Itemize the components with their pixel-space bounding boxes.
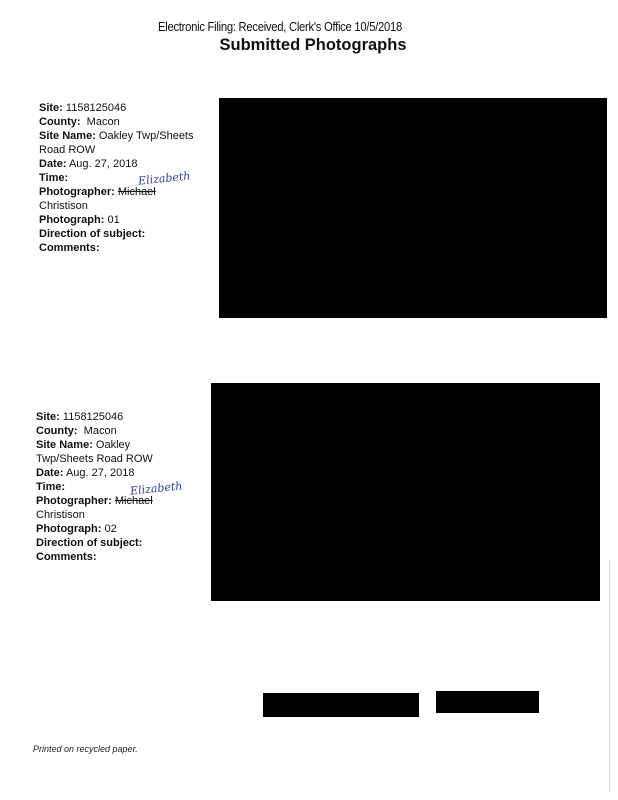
redacted-block-right bbox=[436, 691, 539, 713]
page-title: Submitted Photographs bbox=[219, 36, 407, 54]
time-label: Time: bbox=[36, 481, 66, 493]
direction-label: Direction of subject: bbox=[36, 537, 143, 549]
photographer-label: Photographer: bbox=[36, 495, 112, 507]
time-label: Time: bbox=[39, 172, 69, 184]
site-name-label: Site Name: bbox=[36, 439, 93, 451]
recycled-paper-note: Printed on recycled paper. bbox=[33, 744, 138, 754]
photographer-surname: Christison bbox=[39, 200, 88, 212]
photographer-struck-name: Michael bbox=[114, 495, 153, 507]
redacted-photo-1 bbox=[219, 98, 607, 318]
site-name-value-cont: Twp/Sheets Road ROW bbox=[36, 453, 153, 465]
date-value: Aug. 27, 2018 bbox=[68, 158, 138, 170]
photograph-label: Photograph: bbox=[39, 214, 105, 226]
site-value: 1158125046 bbox=[62, 411, 124, 423]
redacted-photo-2 bbox=[211, 383, 600, 601]
handwritten-correction-1: Elizabeth bbox=[137, 169, 192, 188]
date-label: Date: bbox=[39, 158, 67, 170]
photographer-struck-name: Michael bbox=[117, 186, 156, 198]
date-label: Date: bbox=[36, 467, 64, 479]
page-edge-line bbox=[609, 560, 610, 792]
photographer-label: Photographer: bbox=[39, 186, 115, 198]
site-name-value: Oakley bbox=[95, 439, 131, 451]
date-value: Aug. 27, 2018 bbox=[65, 467, 135, 479]
site-label: Site: bbox=[36, 411, 60, 423]
photograph-label: Photograph: bbox=[36, 523, 102, 535]
site-name-label: Site Name: bbox=[39, 130, 96, 142]
photograph-number: 01 bbox=[107, 214, 120, 226]
county-value: Macon bbox=[86, 116, 120, 128]
handwritten-correction-2: Elizabeth bbox=[129, 479, 184, 498]
site-label: Site: bbox=[39, 102, 63, 114]
site-name-value: Oakley Twp/Sheets bbox=[98, 130, 194, 142]
site-value: 1158125046 bbox=[65, 102, 127, 114]
redacted-block-left bbox=[263, 693, 419, 717]
comments-label: Comments: bbox=[36, 551, 97, 563]
county-label: County: bbox=[36, 425, 78, 437]
county-label: County: bbox=[39, 116, 81, 128]
county-value: Macon bbox=[83, 425, 117, 437]
site-name-value-cont: Road ROW bbox=[39, 144, 96, 156]
direction-label: Direction of subject: bbox=[39, 228, 146, 240]
comments-label: Comments: bbox=[39, 242, 100, 254]
filing-stamp: Electronic Filing: Received, Clerk's Office 10/5/2018 bbox=[157, 20, 403, 34]
photograph-number: 02 bbox=[104, 523, 117, 535]
photographer-surname: Christison bbox=[36, 509, 85, 521]
